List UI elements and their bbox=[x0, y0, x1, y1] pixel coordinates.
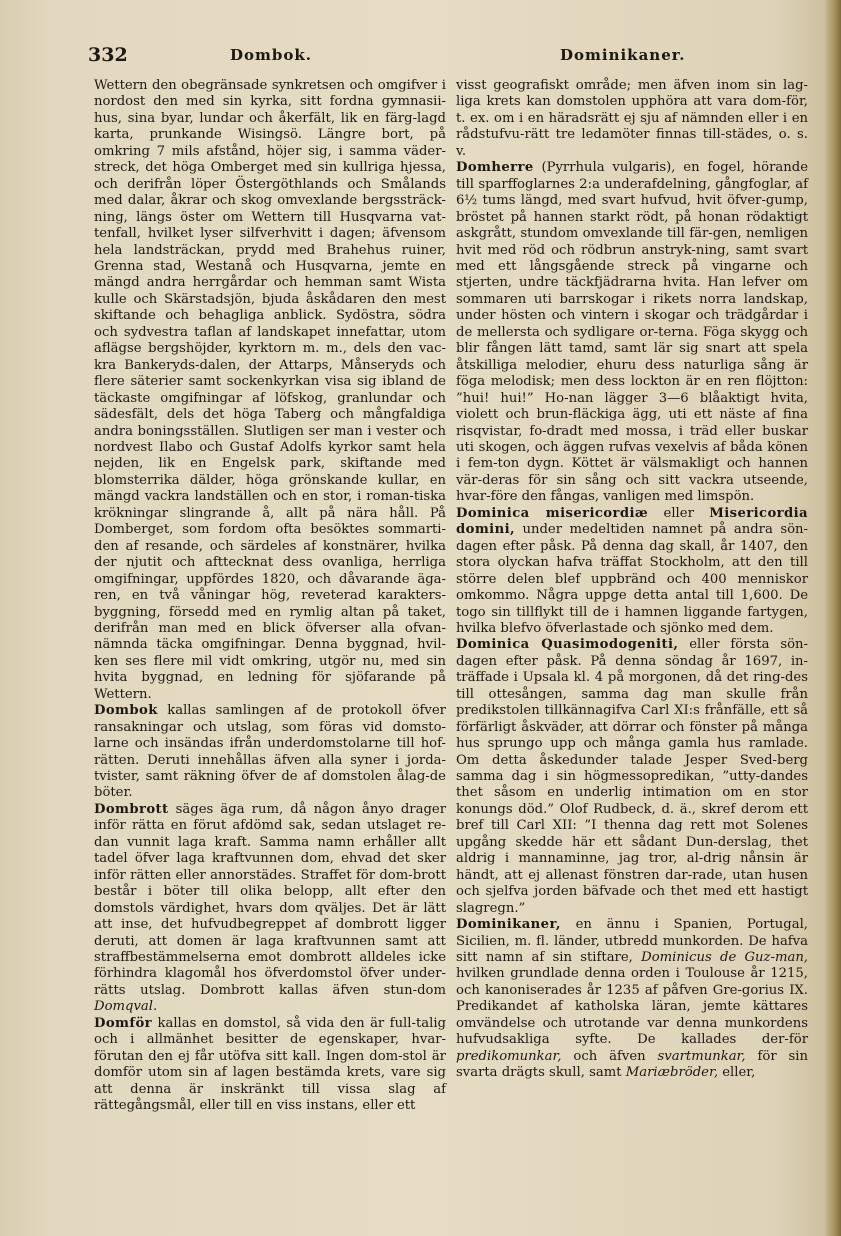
running-head-right: Dominikaner. bbox=[560, 46, 686, 64]
headword-alt: Misericordia domini, bbox=[456, 505, 808, 538]
entry-text: (Pyrrhula vulgaris), en fogel, hörande till sparffoglarnes 2:a underafdelning, gångfoglar, af 6½ tums längd, med svart hufvud, hvit öfver-gump, bröstet på hannen starkt rödt, på honan rödaktigt askgrått, stundom omvexlande till fär-gen, nemligen hvit med röd och rödbrun anstryk-ning, samt svart med ett långsgående streck på vingarne och stjerten, undre täckfjädrarna hvita. Han lefver om sommaren uti barrskogar i rikets norra landskap, under hösten och vintern i skogar och trädgårdar i de mellersta och sydligare or-terna. Föga skygg och blir fången lätt tamd, samt lär sig snart att spela åtskilliga melodier, ehuru dess naturliga sång är föga melodisk; men dess lockton är en ren flöjtton: ”hui! hui!” Ho-nan lägger 3—6 blåaktigt hvita, violett och brun-fläckiga ägg, uti ett näste af fina risqvistar, fo-dradt med mossa, i träd eller buskar uti skogen, och äggen rufvas vexelvis af båda könen i fem-ton dygn. Köttet är välsmakligt och hannen vär-deras för sin sång och sitt vackra utseende, hvar-före den fångas, vanligen med limspön. bbox=[456, 160, 808, 505]
entry-italic: Mariæbröder, bbox=[625, 1065, 719, 1081]
entry-text: kallas samlingen af de protokoll öfver ransakningar och utslag, som föras vid domsto-larne och insändas ifrån underdomstolarne till hof-rätten. Deruti innehållas äfven alla syner i jorda-tvister, samt räkning öfver de af domstolen ålag-de böter. bbox=[94, 703, 446, 801]
entry-text: kallas en domstol, så vida den är full-talig och i allmänhet besitter de egenskaper, hvar-förutan den ej får utöfva sitt kall. Ingen dom-stol är domför utom sin af lagen bestämda krets, vare sig att denna är inskränkt till vissa slag af rättegångsmål, eller till en viss instans, eller ett bbox=[94, 1015, 446, 1114]
entry-dominica-misericordiae bbox=[456, 506, 808, 638]
headword: Domför bbox=[94, 1015, 153, 1031]
page-edge bbox=[825, 0, 841, 1236]
entry-text: och äfven bbox=[561, 1048, 658, 1064]
entry-domfor bbox=[94, 1016, 446, 1115]
right-column bbox=[456, 78, 808, 1082]
headword: Dominica Quasimodogeniti, bbox=[456, 637, 679, 653]
entry-text: eller första sön-dagen efter påsk. På denna söndag år 1697, in-träffade i Upsala kl. 4 på morgonen, då det ring-des till ottesången, samma dag man skulle från predikstolen tillkännagifva Carl XI:s frånfälle, ett så förfärligt åskväder, att dörrar och fönster på många hus sprungo upp och många gamla hus ramlade. Om detta åskedunder talade Jesper Sved-berg samma dag i sin högmessopredikan, ”utty-dandes thet såsom en underlig intimation om en stor konungs död.” Olof Rudbeck, d. ä., skref derom ett bref till Carl XII: ”I thenna dag rett mot Solenes upgång skedde här ett sådant Dun-derslag, thet aldrig i mannaminne, jag tror, al-drig nånsin är händt, att ej allenast fönstren dar-rade, utan husen och sjelfva jorden bäfvade och thet med ett hastigt slagregn.” bbox=[456, 637, 808, 916]
headword: Dominica misericordiæ bbox=[456, 505, 649, 521]
entry-continuation: Wettern den obegränsade synkretsen och omgifver i nordost den med sin kyrka, sitt fordna gymnasii-hus, sina byar, lundar och åkerfält, lik en färg-lagd karta, prunkande Wisingsö. Längre bort, på omkring 7 mils afstånd, höjer sig, i samma väder-streck, det höga Omberget med sin kullriga hjessa, och derifrån löper Östergöthlands och Smålands med dalar, åkrar och skog omvexlande bergssträck-ning, längs öster om Wettern till Husqvarna vat-tenfall, hvilket lyser silfverhvitt i dagen; äfvensom hela landsträckan, prydd med Brahehus ruiner, Grenna stad, Westanå och Husqvarna, jemte en mängd andra herrgårdar och hemman samt Wista kulle och Skärstadsjön, bjuda åskådaren den mest skiftande och behagliga anblick. Sydöstra, södra och sydvestra taflan af landskapet innefattar, utom aflägse bergshöjder, kyrktorn m. m., dels den vac-kra Bankeryds-dalen, der Attarps, Månseryds och flere säterier samt sockenkyrkan visa sig ibland de täckaste omgifningar af löfskog, granlundar och sädesfält, dels det höga Taberg och mångfaldiga andra boningsställen. Slutligen ser man i vester och nordvest Ilabo och Gustaf Adolfs kyrkor samt hela nejden, lik en Engelsk park, skiftande med blomsterrika dälder, höga grönskande kullar, en mängd vackra landställen och en stor, i roman-tiska krökningar slingrande å, allt på nära håll. På Domberget, som fordom ofta besöktes sommarti-den af resande, och särdeles af konstnärer, hvilka der njutit och afttecknat dess ovanliga, herrliga omgifningar, uppfördes 1820, och dåvarande äga-ren, en två våningar hög, reveterad karakters-byggning, försedd med en rymlig altan på taket, derifrån man med en blick öfverser alla ofvan-nämnda täcka omgifningar. Denna byggnad, hvil-ken ses flere mil vidt omkring, utgör nu, med sin hvita byggnad, en ledning för sjöfarande på Wettern. bbox=[94, 78, 446, 702]
entry-dominikaner bbox=[456, 917, 808, 1082]
headword: Dombok bbox=[94, 703, 158, 719]
entry-dominica-quasimodogeniti bbox=[456, 637, 808, 917]
entry-text: eller bbox=[648, 505, 710, 521]
entry-dombok bbox=[94, 703, 446, 802]
entry-text: under medeltiden namnet på andra sön-dagen efter påsk. På denna dag skall, år 1407, den stora olyckan hafva träffat Stockholm, att den till större delen blef uppbränd och 400 menniskor omkommo. Några uppge detta antal till 1,600. De togo sin tillflykt till de i hamnen liggande fartygen, hvilka blefvo öfverlastade och sjönko med dem. bbox=[456, 522, 808, 636]
page-number: 332 bbox=[88, 44, 128, 66]
entry-continuation: visst geografiskt område; men äfven inom sin lag-liga krets kan domstolen upphöra att vara dom-för, t. ex. om i en häradsrätt ej sju af nämnden eller i en rådstufvu-rätt tre ledamöter finnas till-städes, o. s. v. bbox=[456, 78, 808, 159]
page-header bbox=[88, 44, 824, 68]
entry-italic: svartmunkar, bbox=[657, 1048, 746, 1064]
entry-text: eller, bbox=[718, 1065, 756, 1081]
entry-text: en ännu i Spanien, Portugal, Sicilien, m. fl. länder, utbredd munkorden. De hafva sitt namn af sin stiftare, bbox=[456, 917, 808, 966]
headword: Dominikaner, bbox=[456, 917, 561, 933]
entry-italic: Domqval. bbox=[94, 999, 158, 1015]
entry-italic: Dominicus de Guz-man, bbox=[641, 950, 808, 966]
entry-domherre bbox=[456, 160, 808, 506]
entry-text: hvilken grundlade denna orden i Toulouse år 1215, och kanoniserades år 1235 af påfven Gre-gorius IX. Predikandet af katholska läran, jemte kättares omvändelse och utrotande var denna munkordens hufvudsakliga syfte. De kallades der-för bbox=[456, 966, 808, 1048]
entry-text: säges äga rum, då någon ånyo drager inför rätta en förut afdömd sak, sedan utslaget re-dan vunnit laga kraft. Samma namn erhåller allt tadel öfver laga kraftvunnen dom, ehvad det sker inför rätten eller annorstädes. Straffet för dom-brott består i böter till olika belopp, allt efter den domstols värdighet, hvars dom qväljes. Det är lätt att inse, det hufvudbegreppet af dombrott ligger deruti, att domen är laga kraftvunnen samt att straffbestämmelserna emot dombrott alldeles icke förhindra klagomål hos öfverdomstol öfver under-rätts utslag. Dombrott kallas äfven stun-dom bbox=[94, 801, 446, 998]
headword: Domherre bbox=[456, 160, 534, 176]
entry-text: för sin svarta drägts skull, samt bbox=[456, 1048, 808, 1081]
running-head-left: Dombok. bbox=[230, 46, 312, 64]
headword: Dombrott bbox=[94, 801, 169, 817]
entry-dombrott bbox=[94, 802, 446, 1016]
entry-italic: predikomunkar, bbox=[456, 1048, 562, 1064]
left-column bbox=[94, 78, 446, 1115]
